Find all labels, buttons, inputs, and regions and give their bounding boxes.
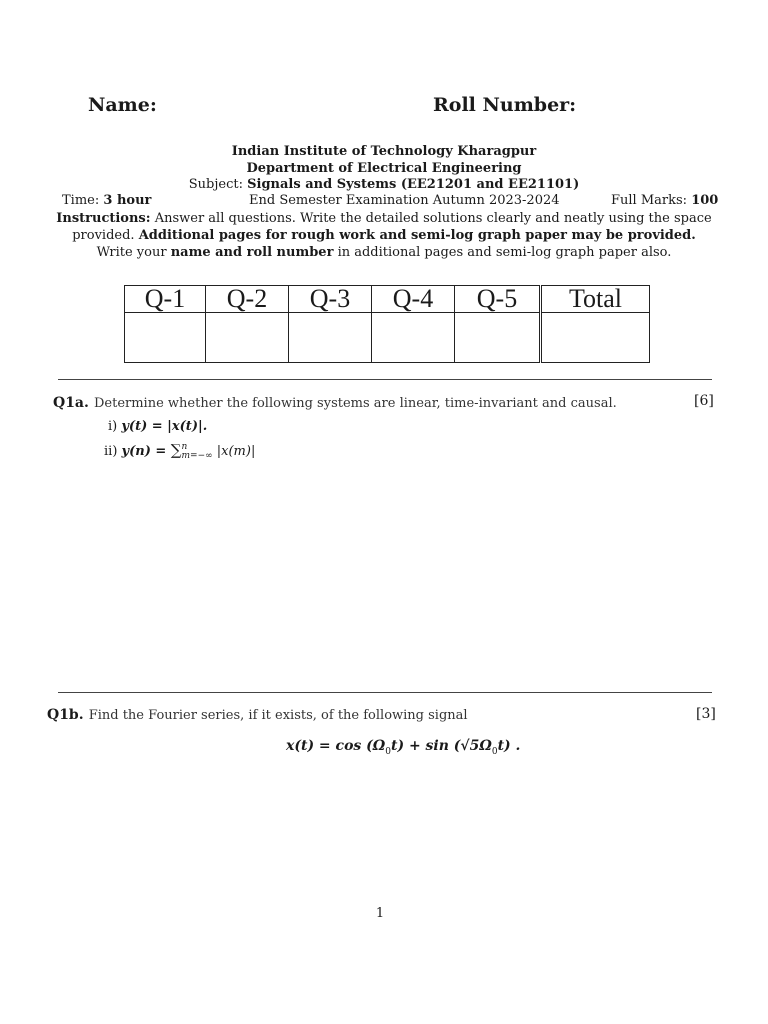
q1a-item-2-rhs: |x(m)| — [212, 444, 256, 459]
instructions-text-3b: name and roll number — [170, 245, 334, 260]
institute-name: Indian Institute of Technology Kharagpur — [231, 144, 537, 159]
q1a-marks: [6] — [694, 393, 714, 409]
time-value: 3 hour — [103, 193, 152, 208]
subject-line — [0, 177, 768, 192]
eq-end: t) . — [497, 738, 521, 754]
instructions-text-2b: Additional pages for rough work and semi-log graph paper may be provided. — [138, 228, 696, 243]
exam-title: End Semester Examination Autumn 2023-2024 — [249, 193, 560, 208]
marks-cell-total[interactable] — [541, 313, 650, 363]
instructions-text-3a: Write your — [96, 245, 167, 260]
full-marks-value: 100 — [691, 193, 719, 208]
marks-header-q2: Q-2 — [206, 286, 289, 313]
marks-table-header-row — [125, 286, 650, 313]
q1b-marks: [3] — [696, 706, 716, 722]
section-divider-1 — [58, 379, 712, 380]
eq-lhs: x(t) = cos (Ω — [286, 738, 386, 754]
instructions-line-2 — [0, 228, 768, 243]
full-marks — [611, 193, 718, 208]
q1a-line — [53, 392, 617, 411]
subject-title: Signals and Systems (EE21201 and EE21101) — [247, 177, 580, 192]
q1b-equation — [286, 738, 520, 757]
marks-header-q4: Q-4 — [372, 286, 455, 313]
marks-cell-q2[interactable] — [206, 313, 289, 363]
subject-prefix: Subject: — [188, 177, 243, 192]
q1a-item-1-number: i) — [108, 419, 118, 434]
q1a-item-2-number: ii) — [104, 444, 118, 459]
marks-table — [124, 285, 650, 363]
time-label: Time: — [62, 193, 100, 208]
eq-subscript-1: 0 — [385, 746, 391, 757]
q1a-item-2 — [104, 441, 255, 461]
marks-header-q5: Q-5 — [455, 286, 541, 313]
marks-header-q3: Q-3 — [289, 286, 372, 313]
sum-symbol: ∑ — [170, 441, 182, 459]
q1b-label: Q1b. — [47, 707, 84, 723]
name-label: Name: — [88, 94, 157, 116]
marks-header-q1: Q-1 — [125, 286, 206, 313]
section-divider-2 — [58, 692, 712, 693]
marks-table-entry-row — [125, 313, 650, 363]
marks-cell-q5[interactable] — [455, 313, 541, 363]
instructions-text-3c: in additional pages and semi-log graph paper also. — [337, 245, 672, 260]
q1b-line — [47, 704, 468, 723]
instructions-line-1 — [0, 211, 768, 226]
marks-cell-q4[interactable] — [372, 313, 455, 363]
department-name: Department of Electrical Engineering — [246, 161, 522, 176]
roll-number-label: Roll Number: — [433, 94, 577, 116]
marks-cell-q3[interactable] — [289, 313, 372, 363]
q1a-item-2-lhs: y(n) = — [121, 444, 171, 459]
instructions-text-1: Answer all questions. Write the detailed solutions clearly and neatly using the space — [154, 211, 712, 226]
q1a-text: Determine whether the following systems are linear, time-invariant and causal. — [93, 396, 617, 411]
q1a-item-1-expression: y(t) = |x(t)|. — [121, 419, 208, 434]
marks-header-total: Total — [541, 286, 650, 313]
page-number: 1 — [375, 906, 385, 921]
sum-lower-limit: m=−∞ — [181, 450, 213, 461]
q1a-label: Q1a. — [53, 395, 89, 411]
marks-cell-q1[interactable] — [125, 313, 206, 363]
full-marks-label: Full Marks: — [611, 193, 688, 208]
instructions-text-2a: provided. — [72, 228, 135, 243]
time-allowed — [62, 193, 151, 208]
eq-subscript-2: 0 — [491, 746, 498, 757]
instructions-label: Instructions: — [56, 211, 151, 226]
q1a-item-1 — [108, 419, 207, 434]
sum-upper-limit: n — [181, 441, 188, 452]
eq-mid: t) + sin (√5Ω — [390, 738, 492, 754]
instructions-line-3 — [0, 245, 768, 260]
q1b-text: Find the Fourier series, if it exists, of the following signal — [88, 708, 468, 723]
